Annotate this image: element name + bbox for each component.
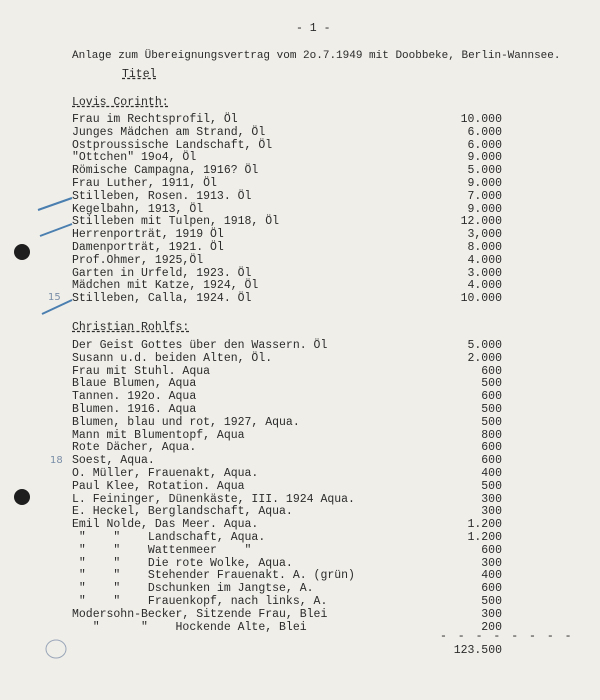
- corinth-item-value: 9.000: [467, 177, 502, 190]
- rohlfs-item-value: 600: [481, 454, 502, 468]
- other-item-value: 300: [481, 607, 502, 621]
- other-item-value: 400: [481, 569, 502, 583]
- corinth-item-value: 6.000: [467, 138, 502, 152]
- corinth-item-value: 5.000: [467, 164, 502, 178]
- rohlfs-item-title: Der Geist Gottes über den Wassern. Öl: [72, 339, 328, 352]
- corinth-item-value: 3.000: [467, 266, 502, 280]
- rohlfs-item-value: 500: [481, 415, 502, 429]
- other-item-value: 200: [481, 620, 502, 634]
- rohlfs-item-value: 500: [481, 377, 502, 391]
- corinth-item-title: Junges Mädchen am Strand, Öl: [72, 125, 266, 139]
- other-item-title: " " Stehender Frauenakt. A. (grün): [72, 569, 355, 583]
- other-item-title: L. Feininger, Dünenkäste, III. 1924 Aqua.: [72, 492, 355, 506]
- page-number: - 1 -: [296, 22, 331, 35]
- corinth-item-value: 6.000: [467, 125, 502, 139]
- corinth-item-value: 9.000: [467, 151, 502, 165]
- rohlfs-item-value: 5.000: [467, 339, 502, 352]
- corinth-item-value: 3,000: [467, 228, 502, 242]
- other-item-title: " " Die rote Wolke, Aqua.: [72, 556, 293, 570]
- corinth-item-title: Römische Campagna, 1916? Öl: [72, 164, 259, 178]
- rohlfs-item-title: Susann u.d. beiden Alten, Öl.: [72, 351, 273, 365]
- corinth-item-value: 12.000: [460, 215, 502, 229]
- subheading: Titel: [122, 68, 157, 81]
- total-rule: - - - - - - - -: [440, 630, 574, 643]
- rohlfs-item-title: Frau mit Stuhl. Aqua: [72, 364, 211, 378]
- other-item-title: E. Heckel, Berglandschaft, Aqua.: [72, 505, 293, 519]
- corinth-item-value: 8.000: [467, 241, 502, 254]
- corinth-item-title: Ostproussische Landschaft, Öl: [72, 138, 273, 152]
- corinth-item-title: Mädchen mit Katze, 1924, Öl: [72, 279, 259, 293]
- rohlfs-item-value: 800: [481, 428, 502, 442]
- rohlfs-item-value: 500: [481, 403, 502, 416]
- corinth-item-title: Stilleben, Calla, 1924. Öl: [72, 292, 252, 306]
- pencil-annotation-18: 18: [50, 455, 63, 466]
- other-item-title: Emil Nolde, Das Meer. Aqua.: [72, 518, 259, 532]
- corinth-item-value: 7.000: [467, 189, 502, 203]
- rohlfs-item-title: Soest, Aqua.: [72, 454, 155, 468]
- corinth-item-title: Damenporträt, 1921. Öl: [72, 241, 224, 254]
- other-item-title: " " Hockende Alte, Blei: [72, 620, 307, 634]
- artist-corinth: Lovis Corinth:: [72, 96, 169, 109]
- corinth-item-value: 4.000: [467, 279, 502, 293]
- rohlfs-item-title: Blumen, blau und rot, 1927, Aqua.: [72, 415, 300, 429]
- other-item-value: 600: [481, 582, 502, 596]
- other-item-value: 300: [481, 492, 502, 506]
- other-item-title: O. Müller, Frauenakt, Aqua.: [72, 467, 259, 480]
- other-item-title: " " Landschaft, Aqua.: [72, 531, 266, 544]
- other-item-value: 1.200: [467, 531, 502, 544]
- total-value: 123.500: [453, 644, 502, 657]
- corinth-item-title: Kegelbahn, 1913, Öl: [72, 202, 204, 216]
- other-item-value: 400: [481, 467, 502, 480]
- rohlfs-item-title: Rote Dächer, Aqua.: [72, 441, 197, 455]
- artist-rohlfs: Christian Rohlfs:: [72, 321, 190, 334]
- document-heading: Anlage zum Übereignungsvertrag vom 2o.7.1949 mit Doobbeke, Berlin-Wannsee.: [72, 50, 561, 62]
- rohlfs-item-value: 600: [481, 390, 502, 404]
- other-item-value: 500: [481, 595, 502, 608]
- other-item-value: 1.200: [467, 518, 502, 532]
- rohlfs-item-title: Blumen. 1916. Aqua: [72, 403, 197, 416]
- rohlfs-item-value: 2.000: [467, 351, 502, 365]
- other-item-value: 500: [481, 479, 502, 493]
- corinth-item-title: Frau im Rechtsprofil, Öl: [72, 113, 238, 126]
- corinth-item-title: Herrenporträt, 1919 Öl: [72, 228, 224, 242]
- corinth-item-title: Stilleben mit Tulpen, 1918, Öl: [72, 215, 280, 229]
- punch-hole-top: [14, 244, 30, 260]
- other-item-value: 600: [481, 543, 502, 557]
- other-item-title: " " Frauenkopf, nach links, A.: [72, 595, 328, 608]
- rohlfs-item-title: Tannen. 192o. Aqua: [72, 390, 197, 404]
- rohlfs-item-title: Blaue Blumen, Aqua: [72, 377, 197, 391]
- other-item-title: Modersohn-Becker, Sitzende Frau, Blei: [72, 607, 328, 621]
- corinth-item-title: Stilleben, Rosen. 1913. Öl: [72, 189, 252, 203]
- corinth-item-title: Frau Luther, 1911, Öl: [72, 177, 217, 190]
- punch-hole-bottom: [14, 489, 30, 505]
- other-item-value: 300: [481, 505, 502, 519]
- pencil-annotation-15: 15: [48, 292, 61, 303]
- other-item-title: " " Dschunken im Jangtse, A.: [72, 582, 314, 596]
- corinth-item-value: 4.000: [467, 253, 502, 267]
- corinth-item-value: 9.000: [467, 202, 502, 216]
- rohlfs-item-value: 600: [481, 441, 502, 455]
- other-item-value: 300: [481, 556, 502, 570]
- corinth-item-value: 10.000: [460, 292, 502, 306]
- rohlfs-item-title: Mann mit Blumentopf, Aqua: [72, 428, 245, 442]
- other-item-title: " " Wattenmeer ": [72, 543, 252, 557]
- corinth-item-title: Prof.Ohmer, 1925,Öl: [72, 253, 204, 267]
- corinth-item-value: 10.000: [460, 113, 502, 126]
- corinth-item-title: "Ottchen" 19o4, Öl: [72, 151, 197, 165]
- other-item-title: Paul Klee, Rotation. Aqua: [72, 479, 245, 493]
- corinth-item-title: Garten in Urfeld, 1923. Öl: [72, 266, 252, 280]
- rohlfs-item-value: 600: [481, 364, 502, 378]
